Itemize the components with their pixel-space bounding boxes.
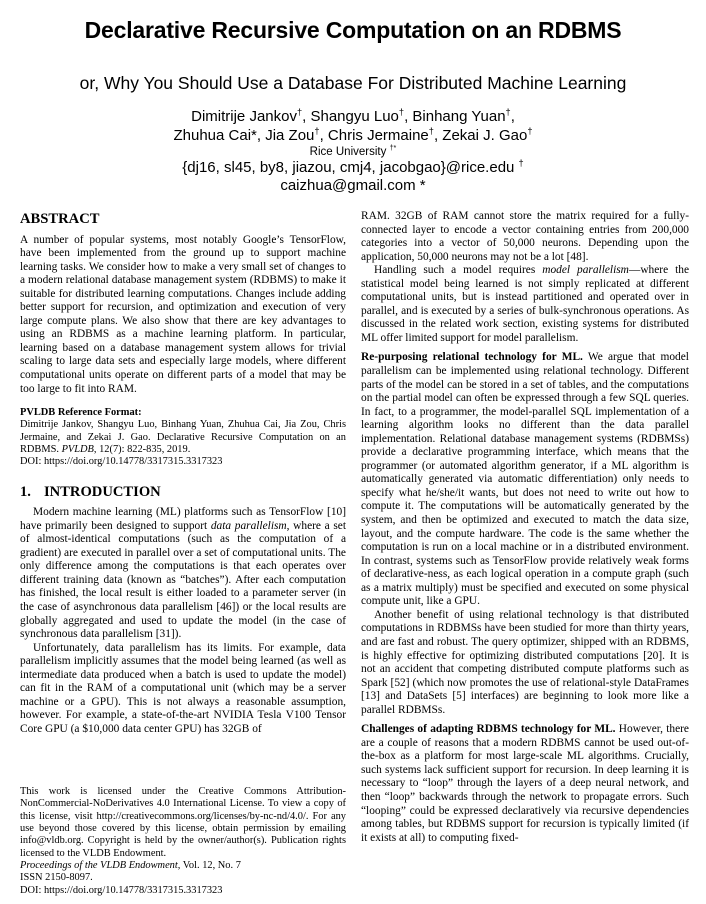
intro-paragraph-2: Unfortunately, data parallelism has its limits. For example, data parallelism implicitly assumes that the model being learned (as well as intermediate data produced when a batch is used to update the model) can fit in the RAM of a computational unit (which may be a server machine or a GPU). This is not always a reasonable assumption, however. For example, a state-of-the-art NVIDIA Tesla V100 Tensor Core GPU (a $10,000 data center GPU) has 32GB of — [20, 641, 346, 735]
paper-header — [0, 0, 706, 195]
section-number: 1. — [20, 483, 31, 500]
author-line-2: Zhuhua Cai*, Jia Zou†, Chris Jermaine†, Zekai J. Gao† — [173, 126, 533, 144]
proceedings-line: Proceedings of the VLDB Endowment, Vol. 12, No. 7 — [20, 860, 241, 872]
pvldb-reference-text: Dimitrije Jankov, Shangyu Luo, Binhang Yuan, Zhuhua Cai, Jia Zou, Chris Jermaine, and Zekai J. Gao. Declarative Recursive Computation on an RDBMS. PVLDB, 12(7): 822-835, 2019. — [20, 419, 346, 455]
right-paragraph-repurposing: Re-purposing relational technology for ML. We argue that model parallelism can be implemented using relational technology. Different parts of the model can be stored in a set of tables, and the computations on the partial model can often be expressed through a few SQL queries. In fact, to a programmer, the model-parallel SQL implementation of a learning algorithm looks no different than the data parallel implementation. Relational database management systems (RDBMSs) provide a declarative programming interface, which means that the programmer (or automated algorithm generator, if a ML algorithm is automatically generated via automatic differentiation) only needs to specify what he/she/it wants, but does not need to write out how to compute it. The computations will be automatically generated by the system, and then be optimized and executed to match the data size, layout, and the compute hardware. The code is the same whether the computation is run on a local machine or in a distributed environment. In contrast, systems such as TensorFlow provide relatively weak forms of declarative-ness, as each logical operation in a compute graph (such as a matrix multiply) must be specified and executed on some physical compute unit, like a GPU. — [361, 351, 689, 608]
doi-line: DOI: https://doi.org/10.14778/3317315.3317323 — [20, 884, 223, 896]
paper-subtitle: or, Why You Should Use a Database For Distributed Machine Learning — [79, 73, 627, 93]
section-title: INTRODUCTION — [43, 483, 161, 500]
abstract-heading: ABSTRACT — [20, 211, 100, 227]
pvldb-reference-doi: DOI: https://doi.org/10.14778/3317315.3317323 — [20, 456, 223, 468]
abstract-paragraph: A number of popular systems, most notably Google’s TensorFlow, have been implemented from the ground up to support machine learning tasks. We consider how to make a very small set of changes to a modern relational database management system (RDBMS) to make it suitable for distributed learning computations. Changes include adding better support for recursion, and optimization and execution of very large compute plans. We also show that there are key advantages to using an RDBMS as a machine learning platform. In particular, learning based on a database management system allows for trivial scaling to large data sets and especially large models, where different computational units operate on different parts of a model that may be too large to fit into RAM. — [20, 233, 346, 395]
pvldb-reference-block — [20, 407, 346, 468]
right-paragraph-challenges: Challenges of adapting RDBMS technology for ML. However, there are a couple of reasons that a modern RDBMS cannot be used out-of-the-box as a platform for most large-scale ML algorithms. Crucially, such systems lack sufficient support for recursion. In deep learning it is necessary to “loop” through the layers of a deep neural network, and then “loop” backwards through the network to propagate errors. Such “looping” could be expressed declaratively via recursive dependencies among tables, but RDBMS support for recursion is typically limited (if it exists at all) to computing fixed- — [361, 723, 689, 844]
author-line-1: Dimitrije Jankov†, Shangyu Luo†, Binhang Yuan†, — [191, 107, 515, 125]
left-column — [20, 210, 346, 736]
right-paragraph-model-parallelism: Handling such a model requires model parallelism—where the statistical model being learned is not simply replicated at different computational units, but is instead partitioned and operated over in parallel, and is executed by a series of bulk-synchronous operations. As discussed in the related work section, existing systems for distributed ML offer limited support for model parallelism. — [361, 264, 690, 344]
email-line-rice: {dj16, sl45, by8, jiazou, cmj4, jacobgao}@rice.edu † — [182, 158, 524, 176]
pvldb-reference-heading: PVLDB Reference Format: — [20, 407, 142, 419]
license-block — [20, 786, 346, 897]
right-column — [361, 210, 689, 845]
right-paragraph-another-benefit: Another benefit of using relational technology is that distributed computations in RDBMSs have been studied for more than thirty years, and are fast and robust. The query optimizer, shipped with an RDBMS, is highly effective for optimizing distributed computations [20]. It is not an accident that competing distributed compute platforms such as Spark [52] (which now promotes the use of relational-style DataFrames [13] and DataSets [5] interfaces) are beginning to look more like a parallel RDBMSs. — [361, 608, 689, 716]
right-paragraph-continuation: RAM. 32GB of RAM cannot store the matrix required for a fully-connected layer to encode a vector containing entries from 200,000 categories into a vector of 50,000 neurons. Depending upon the application, 50,000 neurons may not be a lot [48]. — [361, 210, 689, 263]
paper-title: Declarative Recursive Computation on an RDBMS — [84, 17, 622, 43]
section-heading-introduction — [20, 483, 346, 500]
email-line-gmail: caizhua@gmail.com * — [280, 177, 426, 194]
intro-paragraph-1: Modern machine learning (ML) platforms such as TensorFlow [10] have primarily been designed to support data parallelism, where a set of almost-identical computations (such as the computation of a gradient) are executed in parallel over a set of computational units. The only difference among the computations is that each operates over different training data (known as “batches”). After each computation has finished, the local result is either loaded to a parameter server (in the case of asynchronous data parallelism [46]) or the local results are globally aggregated and used to update the model (in the case of synchronous data parallelism [31]). — [20, 506, 346, 641]
license-text: This work is licensed under the Creative Commons Attribution-NonCommercial-NoDerivatives 4.0 International License. To view a copy of this license, visit http://creativecommons.org/licenses/by-nc-nd/4.0/. For any use beyond those covered by this license, obtain permission by emailing info@vldb.org. Copyright is held by the owner/author(s). Publication rights licensed to the VLDB Endowment. — [20, 786, 346, 859]
affiliation-line: Rice University †* — [309, 144, 397, 158]
issn-line: ISSN 2150-8097. — [20, 872, 93, 884]
